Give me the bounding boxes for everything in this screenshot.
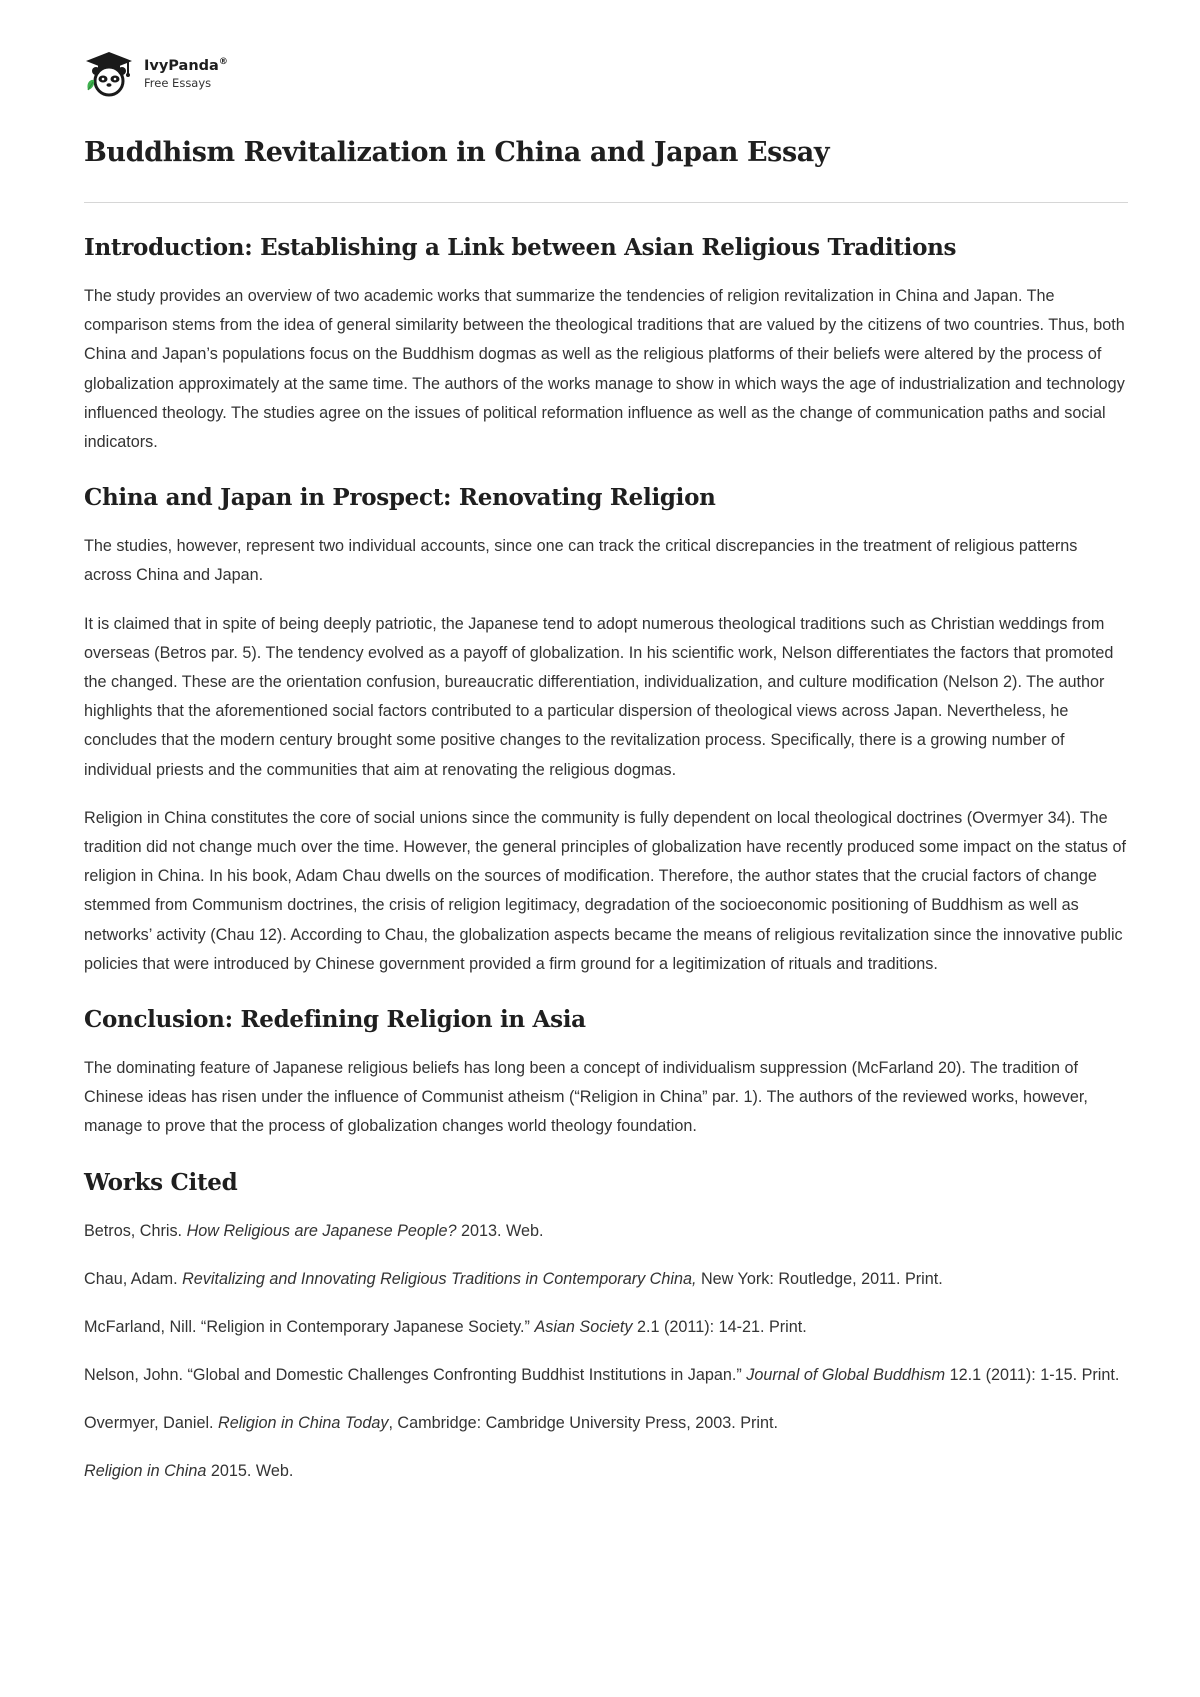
paragraph: The dominating feature of Japanese religious beliefs has long been a concept of individualism suppression (McFarland 20). The tradition of Chinese ideas has risen under the influence of Communist atheism (“Religion in China” par. 1). The authors of the reviewed works, however, manage to prove that the process of globalization changes world theology foundation. <box>84 1059 1088 1136</box>
brand-name: IvyPanda® <box>144 57 228 75</box>
page-title: Buddhism Revitalization in China and Japan Essay <box>84 137 830 168</box>
section-conclusion <box>84 998 1128 1142</box>
section-china-japan-prospect <box>84 476 1128 979</box>
paragraph: The study provides an overview of two academic works that summarize the tendencies of religion revitalization in China and Japan. The comparison stems from the idea of general similarity between the theological traditions that are valued by the citizens of two countries. Thus, both China and Japan’s populations focus on the Buddhism dogmas as well as the religious platforms of their beliefs were altered by the process of globalization approximately at the same time. The authors of the works manage to show in which ways the age of industrialization and technology influenced theology. The studies agree on the issues of political reformation influence as well as the change of communication paths and social indicators. <box>84 287 1125 452</box>
citation-entry: Chau, Adam. Revitalizing and Innovating Religious Traditions in Contemporary China, New York: Routledge, 2011. Print. <box>84 1269 943 1288</box>
section-heading: Conclusion: Redefining Religion in Asia <box>84 1006 586 1034</box>
citation-entry: Religion in China 2015. Web. <box>84 1461 294 1480</box>
citation-entry: Betros, Chris. How Religious are Japanese People? 2013. Web. <box>84 1221 544 1240</box>
section-works-cited <box>84 1161 1128 1486</box>
title-divider <box>84 202 1128 203</box>
paragraph: It is claimed that in spite of being deeply patriotic, the Japanese tend to adopt numerous theological traditions such as Christian weddings from overseas (Betros par. 5). The tendency evolved as a payoff of globalization. In his scientific work, Nelson differentiates the factors that promoted the changed. These are the orientation confusion, bureaucratic differentiation, individualization, and culture modification (Nelson 2). The author highlights that the aforementioned social factors contributed to a particular dispersion of theological views across Japan. Nevertheless, he concludes that the modern century brought some positive changes to the revitalization process. Specifically, there is a growing number of individual priests and the communities that aim at renovating the religious dogmas. <box>84 614 1114 779</box>
citation-entry: Nelson, John. “Global and Domestic Challenges Confronting Buddhist Institutions in Japan.” Journal of Global Buddhism 12.1 (2011): 1-15. Print. <box>84 1365 1120 1384</box>
citation-entry: Overmyer, Daniel. Religion in China Today, Cambridge: Cambridge University Press, 2003. Print. <box>84 1413 778 1432</box>
paragraph: Religion in China constitutes the core of social unions since the community is fully dependent on local theological doctrines (Overmyer 34). The tradition did not change much over the time. However, the general principles of globalization have recently produced some impact on the status of religion in China. In his book, Adam Chau dwells on the sources of modification. Therefore, the author states that the crucial factors of change stemmed from Communism doctrines, the crisis of religion legitimacy, degradation of the socioeconomic positioning of Buddhism as well as networks’ activity (Chau 12). According to Chau, the globalization aspects became the means of religious revitalization since the innovative public policies that were introduced by Chinese government provided a firm ground for a legitimization of rituals and traditions. <box>84 808 1126 973</box>
section-heading: Introduction: Establishing a Link between Asian Religious Traditions <box>84 234 957 261</box>
works-cited-heading: Works Cited <box>84 1168 238 1196</box>
brand-tagline: Free Essays <box>144 76 212 91</box>
panda-graduate-logo-icon <box>84 50 134 98</box>
section-heading: China and Japan in Prospect: Renovating Religion <box>84 484 716 512</box>
essay-body <box>84 226 1128 1505</box>
citation-entry: McFarland, Nill. “Religion in Contemporary Japanese Society.” Asian Society 2.1 (2011): 14-21. Print. <box>84 1317 807 1336</box>
brand-header[interactable] <box>84 50 228 98</box>
section-introduction <box>84 226 1128 457</box>
paragraph: The studies, however, represent two individual accounts, since one can track the critical discrepancies in the treatment of religious patterns across China and Japan. <box>84 537 1078 585</box>
brand-text <box>144 58 228 89</box>
